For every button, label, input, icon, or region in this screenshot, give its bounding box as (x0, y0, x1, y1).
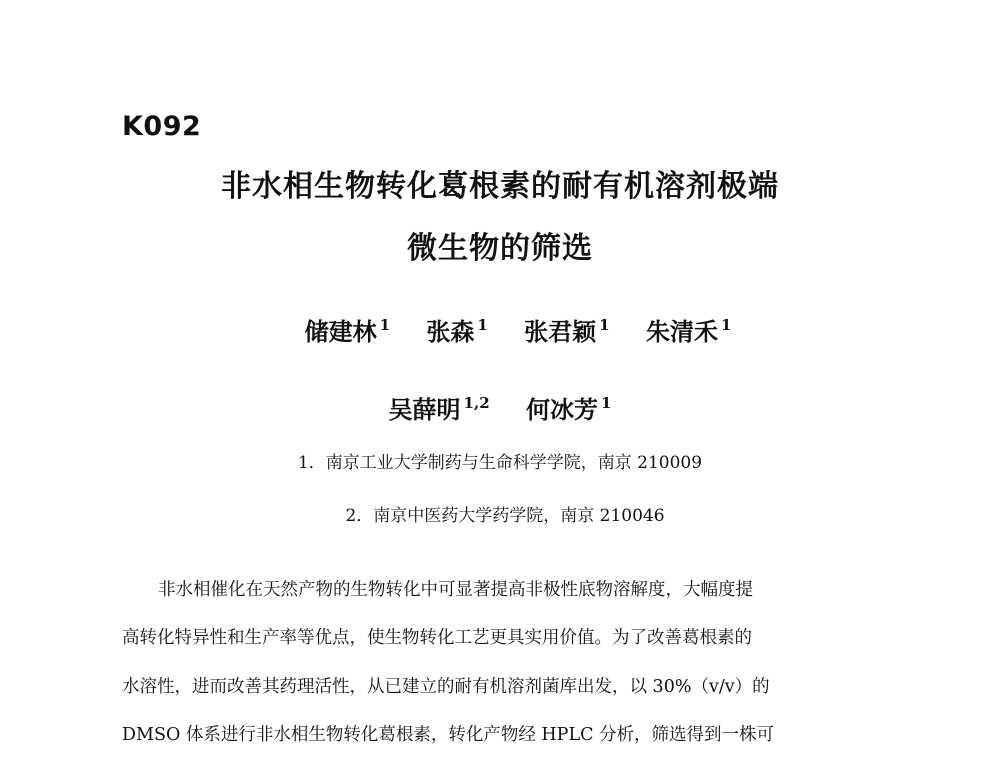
author-list-line-1 (0, 310, 1000, 347)
author-affiliation-mark: 1 (601, 394, 612, 412)
paper-title-line-1: 非水相生物转化葛根素的耐有机溶剂极端 (221, 169, 779, 204)
author-affiliation-mark: 1 (379, 316, 391, 334)
author-name: 何冰芳 (526, 395, 599, 424)
author-affiliation-mark: 1 (720, 316, 732, 334)
author-name: 储建林 (304, 317, 377, 346)
abstract-line: DMSO 体系进行非水相生物转化葛根素，转化产物经 HPLC 分析，筛选得到一株可 (122, 725, 775, 745)
abstract-code: K092 (122, 111, 202, 142)
abstract-line: 水溶性，进而改善其药理活性，从已建立的耐有机溶剂菌库出发，以 30%（v/v）的 (122, 677, 770, 697)
affiliation-2: 2．南京中医药大学药学院，南京 210046 (345, 506, 665, 526)
author (646, 310, 731, 347)
author-affiliation-mark: 1 (477, 316, 488, 334)
affiliation-1: 1．南京工业大学制药与生命科学学院，南京 210009 (297, 453, 703, 473)
author (426, 310, 487, 347)
author-list-line-2 (0, 388, 1000, 425)
author-name: 朱清禾 (645, 317, 718, 346)
author (305, 310, 390, 347)
author (524, 310, 609, 347)
author-affiliation-mark: 1,2 (463, 394, 490, 412)
paper-title-line-2: 微生物的筛选 (407, 231, 593, 266)
abstract-line: 非水相催化在天然产物的生物转化中可显著提高非极性底物溶解度，大幅度提 (158, 580, 753, 600)
author-name: 吴薛明 (388, 395, 461, 424)
author (526, 388, 611, 425)
author-affiliation-mark: 1 (599, 316, 610, 334)
abstract-line: 高转化特异性和生产率等优点，使生物转化工艺更具实用价值。为了改善葛根素的 (122, 628, 752, 648)
author (389, 388, 490, 425)
author-name: 张君颖 (524, 317, 597, 346)
author-name: 张森 (426, 317, 475, 346)
